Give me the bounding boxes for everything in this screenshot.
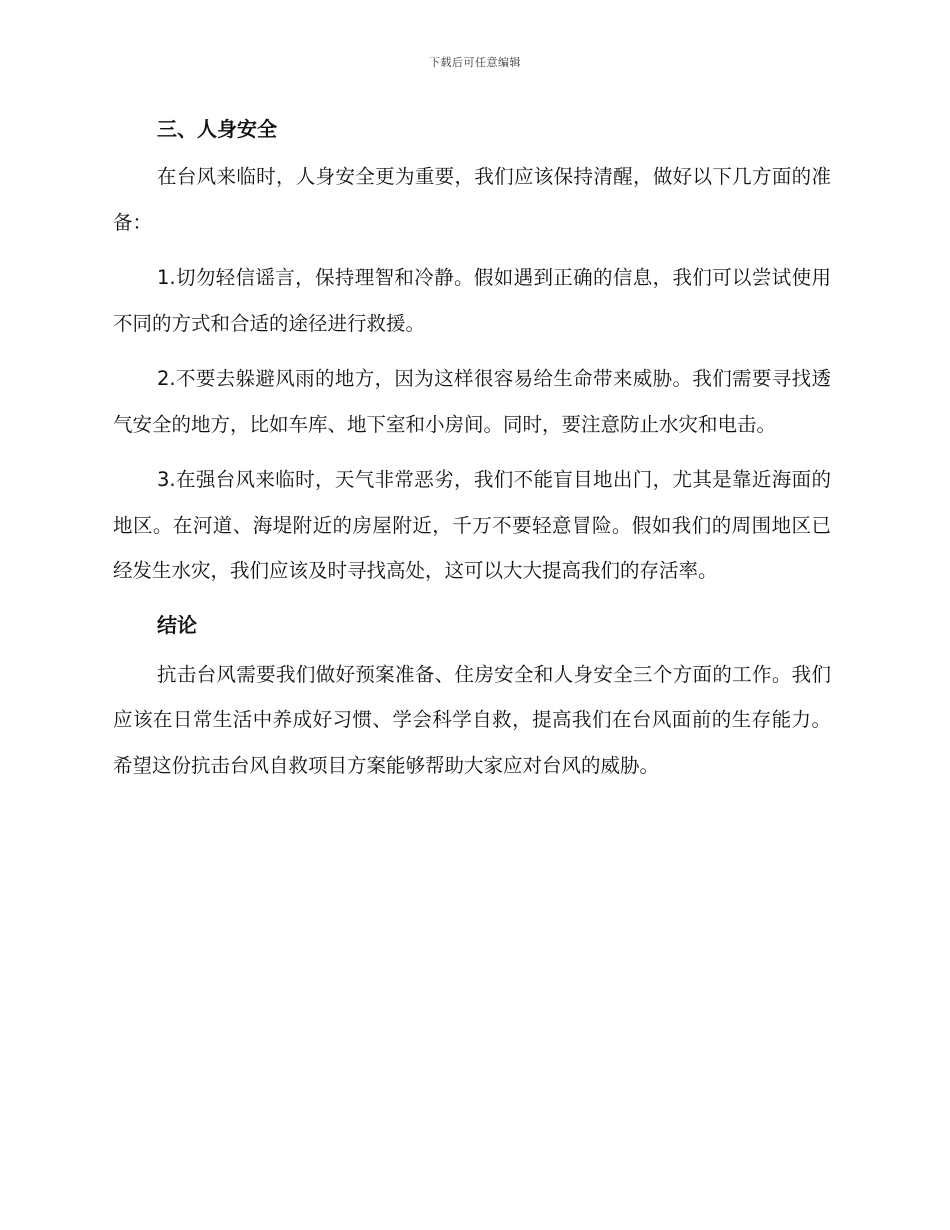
conclusion-paragraph: 抗击台风需要我们做好预案准备、住房安全和人身安全三个方面的工作。我们应该在日常生活中养成好习惯、学会科学自救，提高我们在台风面前的生存能力。希望这份抗击台风自救项目方案能够帮助大家应对台风的威胁。 <box>113 662 831 777</box>
section-intro-paragraph: 在台风来临时，人身安全更为重要，我们应该保持清醒，做好以下几方面的准备： <box>113 165 831 234</box>
conclusion-heading: 结论 <box>157 612 197 637</box>
page-header-note: 下载后可任意编辑 <box>429 56 521 69</box>
list-item-2: 2.不要去躲避风雨的地方，因为这样很容易给生命带来威胁。我们需要寻找透气安全的地方，比如车库、地下室和小房间。同时，要注意防止水灾和电击。 <box>113 367 831 436</box>
list-item-1: 1.切勿轻信谣言，保持理智和冷静。假如遇到正确的信息，我们可以尝试使用不同的方式和合适的途径进行救援。 <box>113 266 831 335</box>
list-item-3: 3.在强台风来临时，天气非常恶劣，我们不能盲目地出门，尤其是靠近海面的地区。在河道、海堤附近的房屋附近，千万不要轻意冒险。假如我们的周围地区已经发生水灾，我们应该及时寻找高处，这可以大大提高我们的存活率。 <box>113 468 831 582</box>
section-heading-personal-safety: 三、人身安全 <box>157 117 277 141</box>
document-body <box>113 110 831 788</box>
